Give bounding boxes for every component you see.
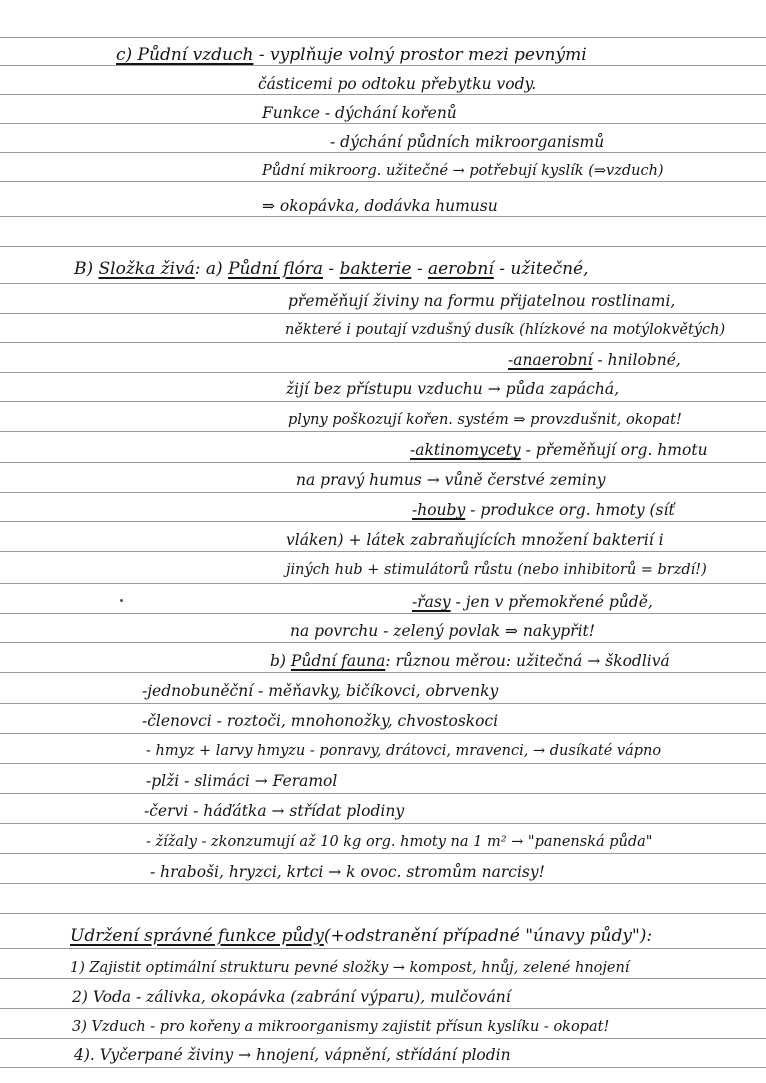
soil-air-line-1 — [116, 45, 587, 65]
flora-prefix: : a) — [194, 259, 223, 279]
rule-line — [0, 492, 766, 493]
soil-air-function: Funkce - dýchání kořenů — [262, 104, 457, 122]
rule-line — [0, 913, 766, 914]
aerobic-label: aerobní — [427, 259, 494, 279]
fungi-label: -houby — [412, 501, 466, 519]
rule-line — [0, 583, 766, 584]
rule-line — [0, 733, 766, 734]
rule-line — [0, 181, 766, 182]
rule-line — [0, 1067, 766, 1068]
rule-line — [0, 431, 766, 432]
soil-air-microorg: Půdní mikroorg. užitečné → potřebují kyslík (⇒vzduch) — [262, 163, 664, 179]
anaerobic-description: - hnilobné, — [597, 351, 681, 369]
rule-line — [0, 883, 766, 884]
fauna-item: -červi - háďátka → střídat plodiny — [144, 802, 405, 820]
flora-line-10: vláken) + látek zabraňujících množení bakterií i — [286, 531, 664, 549]
maintenance-item: 4). Vyčerpané živiny → hnojení, vápnění, střídání plodin — [74, 1046, 511, 1064]
living-section-prefix: B) — [74, 259, 94, 279]
fauna-item: - hmyz + larvy hmyzu - ponravy, drátovci, mravenci, → dusíkaté vápno — [146, 743, 662, 759]
fungi-description: - produkce org. hmoty (síť — [470, 501, 675, 519]
rule-line — [0, 551, 766, 552]
fauna-heading-line — [270, 651, 670, 671]
living-heading: Složka živá — [98, 259, 195, 279]
rule-line — [0, 823, 766, 824]
maintenance-item: 3) Vzduch - pro kořeny a mikroorganismy zajistit přísun kyslíku - okopat! — [72, 1019, 610, 1035]
rule-line — [0, 123, 766, 124]
bacteria-label: bakterie — [339, 259, 412, 279]
flora-line-3: některé i poutají vzdušný dusík (hlízkové na motýlokvětých) — [285, 322, 726, 338]
rule-line — [0, 853, 766, 854]
rule-line — [0, 793, 766, 794]
flora-line-6: plyny poškozují kořen. systém ⇒ provzdušnit, okopat! — [288, 412, 682, 428]
fauna-item: - žížaly - zkonzumují až 10 kg org. hmoty na 1 m² → "panenská půda" — [146, 834, 653, 850]
rule-line — [0, 763, 766, 764]
fungi-line — [412, 500, 675, 520]
rule-line — [0, 1008, 766, 1009]
soil-air-consequence: ⇒ okopávka, dodávka humusu — [262, 197, 498, 215]
algae-label: -řasy — [412, 593, 451, 611]
soil-air-definition: - vyplňuje volný prostor mezi pevnými — [258, 45, 587, 65]
rule-line — [0, 401, 766, 402]
fauna-item: -plži - slimáci → Feramol — [146, 772, 338, 790]
flora-line-13: na povrchu - zelený povlak ⇒ nakypřit! — [290, 622, 596, 640]
rule-line — [0, 521, 766, 522]
rule-line — [0, 37, 766, 38]
algae-description: - jen v přemokřené půdě, — [455, 593, 653, 611]
flora-line-5: žijí bez přístupu vzduchu → půda zapáchá, — [286, 380, 620, 398]
soil-air-line-2: částicemi po odtoku přebytku vody. — [258, 75, 537, 93]
anaerobic-line — [508, 350, 681, 370]
maintenance-heading: Udržení správné funkce půdy — [70, 926, 324, 946]
flora-line-11: jiných hub + stimulátorů růstu (nebo inhibitorů = brzdí!) — [286, 562, 707, 578]
rule-line — [0, 283, 766, 284]
maintenance-item: 2) Voda - zálivka, okopávka (zabrání výparu), mulčování — [72, 988, 511, 1006]
maintenance-heading-line — [70, 926, 652, 946]
rule-line — [0, 1038, 766, 1039]
actino-line — [410, 440, 708, 460]
rule-line — [0, 703, 766, 704]
fauna-item: - hraboši, hryzci, krtci → k ovoc. stromům narcisy! — [150, 863, 545, 881]
rule-line — [0, 613, 766, 614]
fauna-item: -jednobuněční - měňavky, bičíkovci, obrvenky — [142, 682, 499, 700]
rule-line — [0, 672, 766, 673]
rule-line — [0, 94, 766, 95]
rule-line — [0, 216, 766, 217]
ink-dot — [120, 599, 123, 602]
rule-line — [0, 642, 766, 643]
flora-line-2: přeměňují živiny na formu přijatelnou rostlinami, — [288, 292, 676, 310]
living-heading-line: B) Složka živá: a) Půdní flóra - bakterie - aerobní - užitečné, — [74, 259, 589, 279]
rule-line — [0, 342, 766, 343]
maintenance-heading-note: (+odstranění případné "únavy půdy"): — [323, 926, 653, 946]
soil-air-function-2: - dýchání půdních mikroorganismů — [330, 133, 605, 151]
algae-line — [412, 592, 653, 612]
rule-line — [0, 65, 766, 66]
rule-line — [0, 978, 766, 979]
maintenance-item: 1) Zajistit optimální strukturu pevné složky → kompost, hnůj, zelené hnojení — [70, 960, 630, 976]
rule-line — [0, 246, 766, 247]
aerobic-description: - užitečné, — [499, 259, 589, 279]
fauna-prefix: b) — [270, 652, 286, 670]
fauna-item: -členovci - roztoči, mnohonožky, chvostoskoci — [142, 712, 499, 730]
flora-heading: Půdní flóra — [228, 259, 323, 279]
actinomycetes-description: - přeměňují org. hmotu — [525, 441, 708, 459]
flora-line-8: na pravý humus → vůně čerstvé zeminy — [296, 471, 606, 489]
soil-air-heading: c) Půdní vzduch — [116, 45, 254, 65]
rule-line — [0, 462, 766, 463]
rule-line — [0, 152, 766, 153]
actinomycetes-label: -aktinomycety — [410, 441, 521, 459]
fauna-heading: Půdní fauna — [290, 652, 386, 670]
fauna-description: : různou měrou: užitečná → škodlivá — [385, 652, 670, 670]
rule-line — [0, 372, 766, 373]
rule-line — [0, 948, 766, 949]
rule-line — [0, 313, 766, 314]
anaerobic-label: -anaerobní — [508, 351, 593, 369]
